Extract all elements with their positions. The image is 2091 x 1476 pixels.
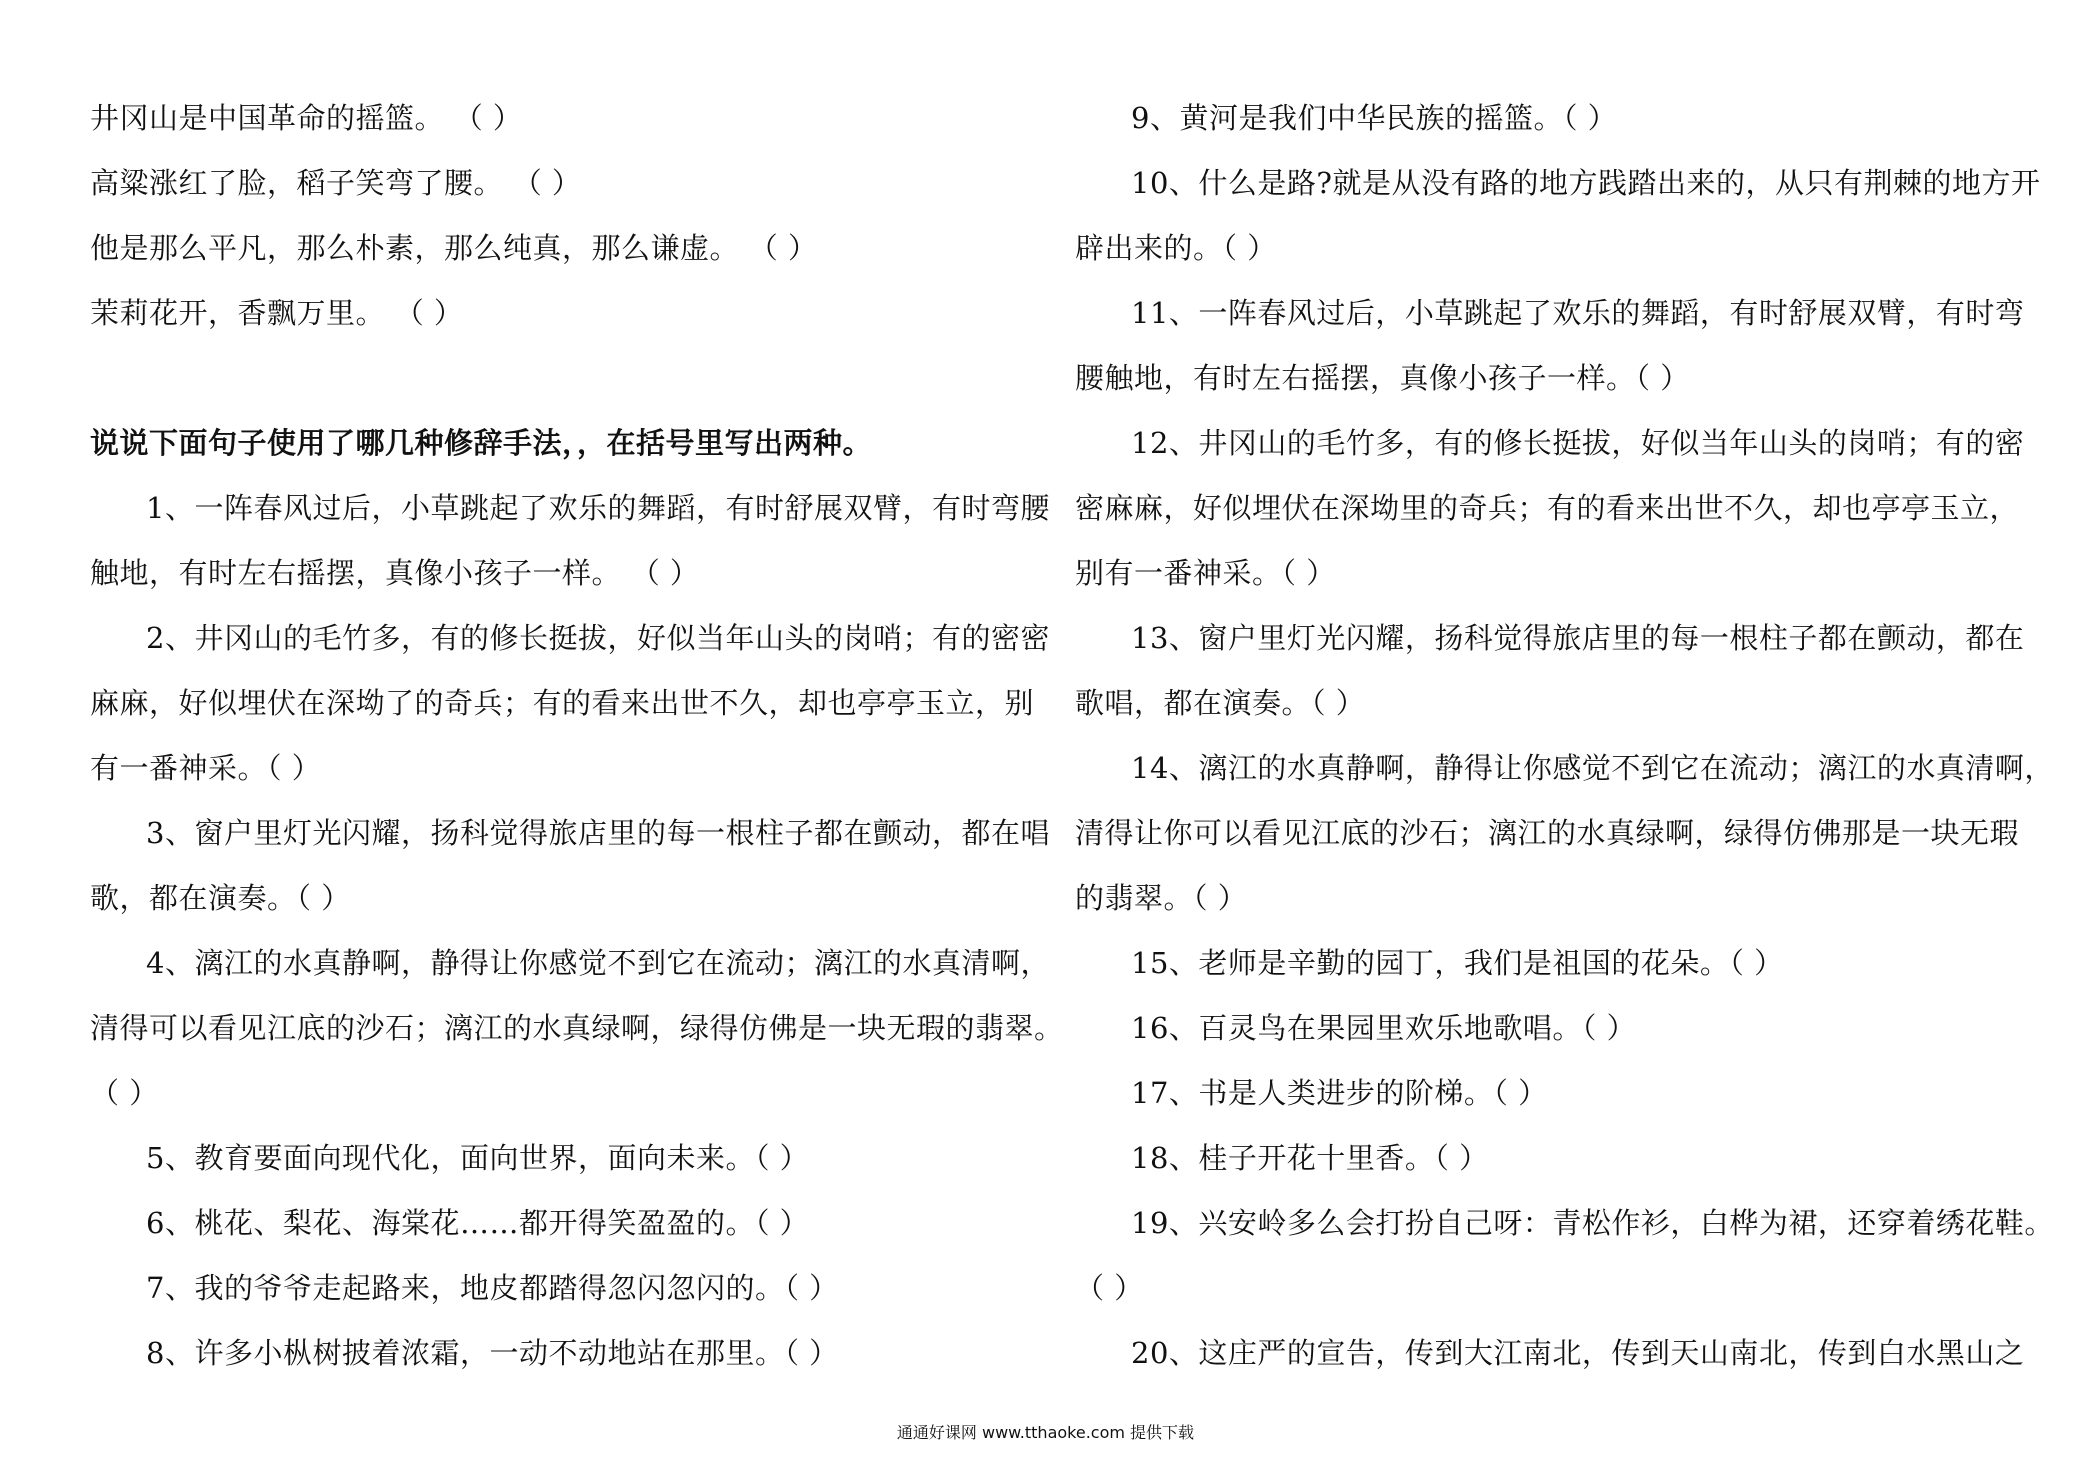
question-line: 16、百灵鸟在果园里欢乐地歌唱。（ ） — [1131, 1011, 1637, 1045]
question-line: （ ） — [1075, 1271, 1144, 1305]
question-line: （ ） — [90, 1076, 159, 1110]
question-line: 辟出来的。（ ） — [1075, 231, 1277, 265]
question-line: 12、井冈山的毛竹多，有的修长挺拔，好似当年山头的岗哨；有的密 — [1131, 426, 2025, 460]
question-line: 清得让你可以看见江底的沙石；漓江的水真绿啊，绿得仿佛那是一块无瑕 — [1075, 816, 2020, 850]
question-line: 1、一阵春风过后，小草跳起了欢乐的舞蹈，有时舒展双臂，有时弯腰 — [146, 491, 1050, 525]
question-line: 17、书是人类进步的阶梯。（ ） — [1131, 1076, 1548, 1110]
question-line: 清得可以看见江底的沙石；漓江的水真绿啊，绿得仿佛是一块无瑕的翡翠。 — [90, 1011, 1064, 1045]
question-line: 11、一阵春风过后，小草跳起了欢乐的舞蹈，有时舒展双臂，有时弯 — [1131, 296, 2025, 330]
question-line: 的翡翠。（ ） — [1075, 881, 1248, 915]
question-line: 13、窗户里灯光闪耀，扬科觉得旅店里的每一根柱子都在颤动，都在 — [1131, 621, 2025, 655]
section-heading: 说说下面句子使用了哪几种修辞手法，，在括号里写出两种。 — [90, 426, 873, 460]
question-line: 20、这庄严的宣告，传到大江南北，传到天山南北，传到白水黑山之 — [1131, 1336, 2025, 1370]
question-line: 触地，有时左右摇摆，真像小孩子一样。 （ ） — [90, 556, 700, 590]
question-line: 麻麻，好似埋伏在深坳了的奇兵；有的看来出世不久，却也亭亭玉立，别 — [90, 686, 1035, 720]
question-line: 10、什么是路?就是从没有路的地方践踏出来的，从只有荆棘的地方开 — [1131, 166, 2041, 200]
question-line: 别有一番神采。（ ） — [1075, 556, 1336, 590]
question-line: 8、许多小枞树披着浓霜，一动不动地站在那里。（ ） — [146, 1336, 839, 1370]
question-line: 歌，都在演奏。（ ） — [90, 881, 351, 915]
question-line: 腰触地，有时左右摇摆，真像小孩子一样。（ ） — [1075, 361, 1690, 395]
sentence-row: 他是那么平凡，那么朴素，那么纯真，那么谦虚。 （ ） — [90, 231, 818, 265]
question-line: 有一番神采。（ ） — [90, 751, 322, 785]
question-line: 7、我的爷爷走起路来，地皮都踏得忽闪忽闪的。（ ） — [146, 1271, 839, 1305]
question-line: 4、漓江的水真静啊，静得让你感觉不到它在流动；漓江的水真清啊， — [146, 946, 1050, 980]
question-line: 5、教育要面向现代化，面向世界，面向未来。（ ） — [146, 1141, 810, 1175]
question-line: 密麻麻，好似埋伏在深坳里的奇兵；有的看来出世不久，却也亭亭玉立， — [1075, 491, 2020, 525]
question-line: 歌唱，都在演奏。（ ） — [1075, 686, 1366, 720]
sentence-row: 高粱涨红了脸，稻子笑弯了腰。 （ ） — [90, 166, 582, 200]
sentence-row: 茉莉花开，香飘万里。 （ ） — [90, 296, 464, 330]
question-line: 9、黄河是我们中华民族的摇篮。（ ） — [1131, 101, 1618, 135]
question-line: 15、老师是辛勤的园丁，我们是祖国的花朵。（ ） — [1131, 946, 1784, 980]
question-line: 6、桃花、梨花、海棠花……都开得笑盈盈的。（ ） — [146, 1206, 810, 1240]
question-line: 18、桂子开花十里香。（ ） — [1131, 1141, 1489, 1175]
question-line: 19、兴安岭多么会打扮自己呀：青松作衫，白桦为裙，还穿着绣花鞋。 — [1131, 1206, 2054, 1240]
question-line: 14、漓江的水真静啊，静得让你感觉不到它在流动；漓江的水真清啊， — [1131, 751, 2054, 785]
question-line: 3、窗户里灯光闪耀，扬科觉得旅店里的每一根柱子都在颤动，都在唱 — [146, 816, 1050, 850]
sentence-row: 井冈山是中国革命的摇篮。 （ ） — [90, 101, 523, 135]
question-line: 2、井冈山的毛竹多，有的修长挺拔，好似当年山头的岗哨；有的密密 — [146, 621, 1050, 655]
footer-credit: 通通好课网 www.tthaoke.com 提供下载 — [896, 1423, 1195, 1442]
